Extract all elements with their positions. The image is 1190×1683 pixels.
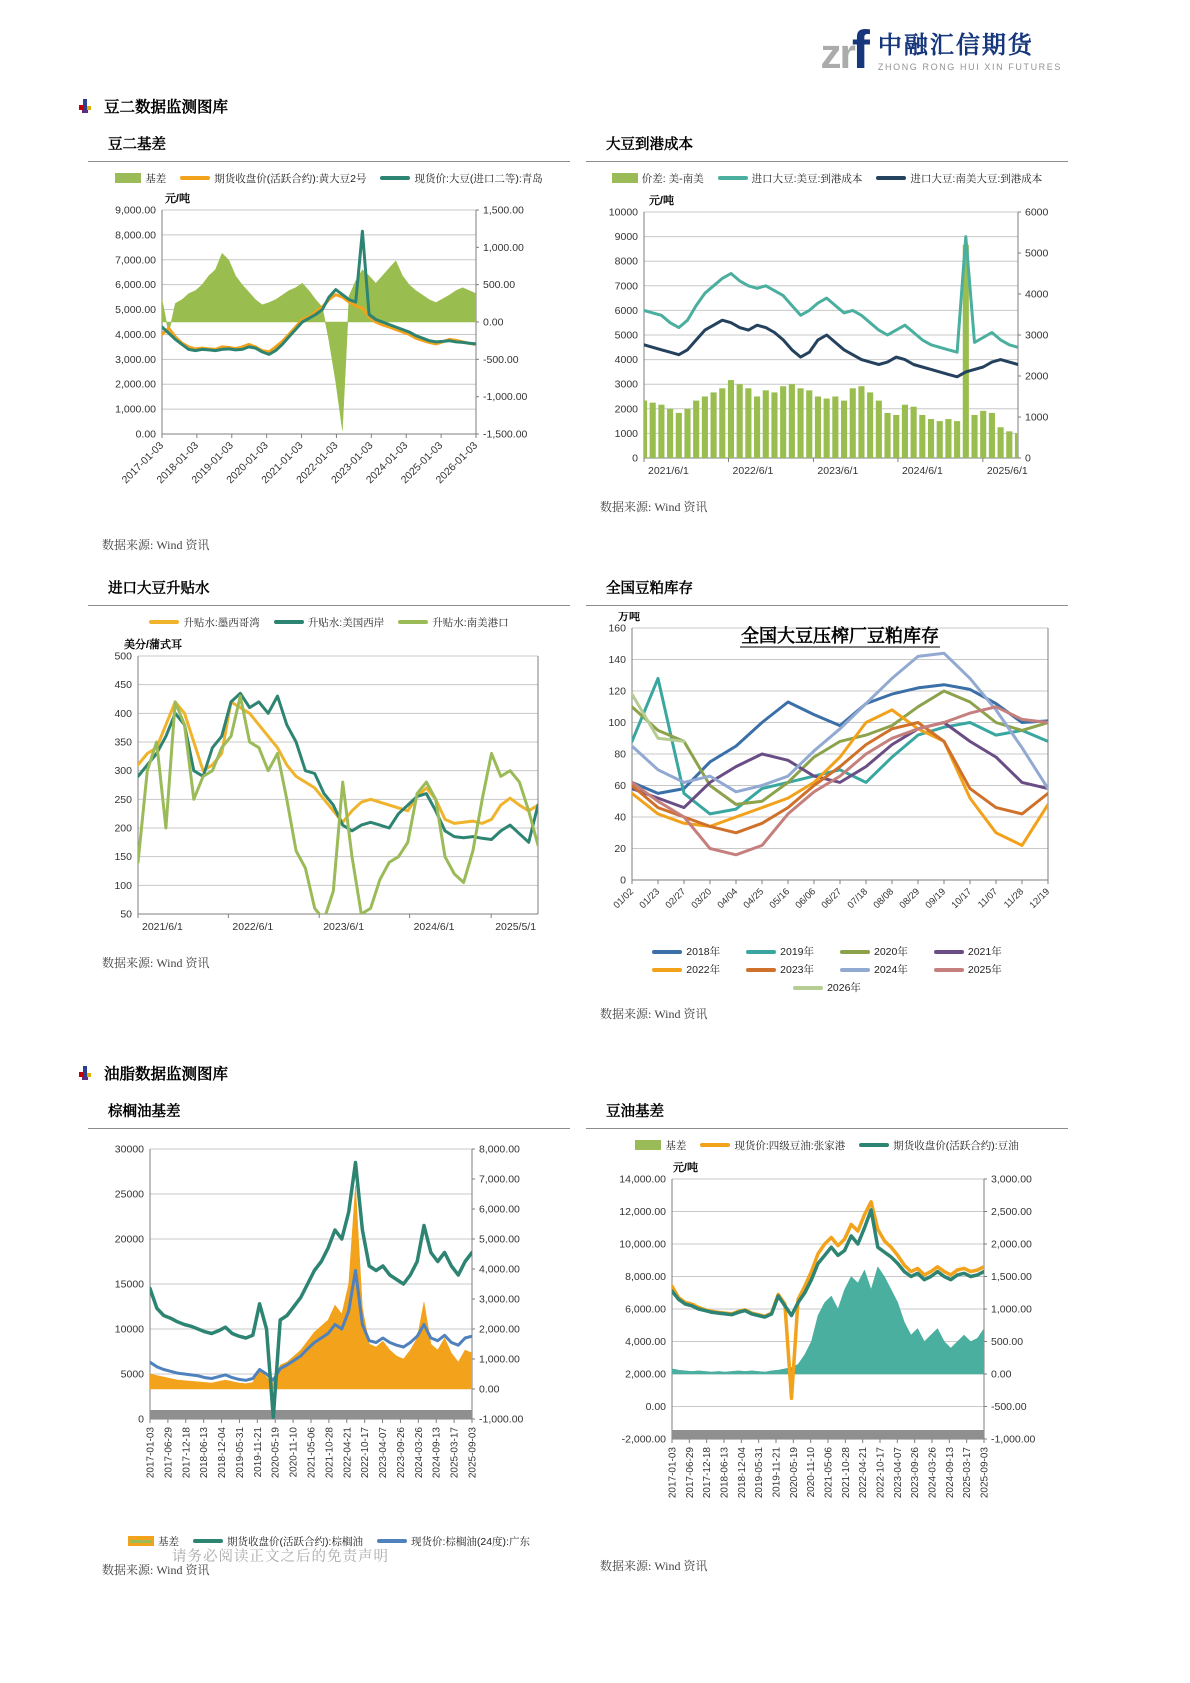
svg-text:1,000.00: 1,000.00: [483, 241, 524, 254]
legend-marker-icon: [934, 950, 964, 954]
chart-canvas-palm-basis: [88, 1135, 556, 1527]
legend-marker-icon: [380, 176, 410, 180]
svg-text:2024-01-03: 2024-01-03: [363, 439, 411, 487]
svg-text:2022-10-17: 2022-10-17: [875, 1447, 887, 1499]
chart-canvas-dou2-basis: [88, 188, 556, 526]
svg-text:9,000.00: 9,000.00: [115, 204, 156, 217]
legend-item: [840, 962, 908, 977]
legend-label: 期货收盘价(活跃合约):棕榈油: [227, 1535, 363, 1548]
chart-block-dou2-basis: [88, 131, 570, 575]
svg-text:5000: 5000: [1025, 247, 1049, 260]
legend-item: [840, 944, 908, 959]
legend-marker-icon: [934, 968, 964, 972]
svg-text:08/08: 08/08: [871, 886, 897, 911]
legend-marker-icon: [793, 986, 823, 990]
svg-text:20000: 20000: [114, 1233, 144, 1246]
svg-text:3,000.00: 3,000.00: [479, 1293, 520, 1306]
svg-text:6,000.00: 6,000.00: [625, 1303, 666, 1316]
logo-zr: zr: [820, 30, 854, 77]
svg-text:1,500.00: 1,500.00: [483, 204, 524, 217]
svg-text:2019-05-31: 2019-05-31: [234, 1427, 246, 1479]
svg-text:2017-01-03: 2017-01-03: [119, 439, 167, 487]
legend-item: [859, 1138, 1018, 1153]
svg-text:2018-01-03: 2018-01-03: [154, 439, 202, 487]
legend-marker-icon: [840, 968, 870, 972]
svg-text:3,000.00: 3,000.00: [115, 353, 156, 366]
svg-text:2022-10-17: 2022-10-17: [360, 1427, 372, 1479]
legend-item: [149, 615, 259, 630]
brand-name-cn: 中融汇信期货: [877, 32, 1034, 59]
svg-text:4,000.00: 4,000.00: [479, 1263, 520, 1276]
svg-text:2022-04-21: 2022-04-21: [342, 1427, 354, 1479]
svg-text:10/17: 10/17: [949, 886, 975, 911]
data-source-label: 数据来源: Wind 资讯: [600, 500, 708, 514]
svg-text:11/07: 11/07: [976, 886, 1001, 911]
data-source-label: 数据来源: Wind 资讯: [600, 1007, 708, 1021]
svg-text:2022-04-21: 2022-04-21: [858, 1447, 870, 1499]
legend-marker-icon: [398, 620, 428, 624]
section-bullet-icon: [78, 99, 92, 114]
svg-text:0.00: 0.00: [483, 316, 504, 329]
svg-text:08/29: 08/29: [897, 886, 923, 911]
legend-marker-icon: [840, 950, 870, 954]
svg-text:8000: 8000: [614, 255, 638, 268]
svg-text:2025/6/1: 2025/6/1: [986, 465, 1028, 477]
legend-item: [934, 962, 1002, 977]
svg-text:200: 200: [114, 822, 132, 835]
svg-text:6,000.00: 6,000.00: [115, 279, 156, 292]
svg-text:12,000.00: 12,000.00: [619, 1206, 666, 1218]
svg-text:2020-11-10: 2020-11-10: [806, 1447, 818, 1498]
legend-label: 期货收盘价(活跃合约):豆油: [893, 1139, 1019, 1152]
svg-text:2023-01-03: 2023-01-03: [328, 439, 376, 487]
legend-marker-icon: [746, 968, 776, 972]
svg-text:万吨: 万吨: [618, 612, 640, 623]
svg-text:12/19: 12/19: [1027, 886, 1053, 911]
svg-text:2023-09-26: 2023-09-26: [910, 1447, 922, 1499]
chart-title: 棕榈油基差: [88, 1098, 570, 1129]
svg-text:2023-04-07: 2023-04-07: [892, 1447, 904, 1499]
section-title: 油脂数据监测图库: [104, 1066, 229, 1083]
svg-text:04/04: 04/04: [715, 886, 741, 911]
svg-text:04/25: 04/25: [741, 886, 767, 911]
legend-label: 2021年: [967, 946, 1002, 958]
svg-text:-1,000.00: -1,000.00: [479, 1413, 524, 1426]
svg-text:500: 500: [114, 650, 132, 663]
svg-text:2025/5/1: 2025/5/1: [495, 921, 537, 933]
legend-item: [377, 1534, 530, 1549]
svg-text:2,000.00: 2,000.00: [625, 1368, 666, 1381]
legend-item: [115, 171, 166, 186]
legend-marker-icon: [700, 1143, 730, 1147]
legend-marker-icon: [128, 1536, 154, 1546]
legend-label: 基差: [145, 172, 167, 185]
footer-disclaimer: 请务必阅读正文之后的免责声明: [172, 1549, 389, 1565]
chart-legend: [88, 612, 570, 632]
svg-text:1,000.00: 1,000.00: [479, 1353, 520, 1366]
svg-text:2018-12-04: 2018-12-04: [736, 1447, 748, 1499]
chart-title: 进口大豆升贴水: [88, 575, 570, 606]
svg-text:0.00: 0.00: [479, 1383, 500, 1396]
svg-text:40: 40: [614, 811, 626, 824]
svg-text:11/28: 11/28: [1002, 886, 1027, 911]
svg-text:7000: 7000: [614, 280, 638, 293]
svg-text:2,000.00: 2,000.00: [479, 1323, 520, 1336]
svg-text:02/27: 02/27: [663, 886, 689, 911]
svg-text:2021-01-03: 2021-01-03: [259, 439, 306, 487]
svg-text:300: 300: [114, 765, 132, 778]
svg-text:2018-06-13: 2018-06-13: [719, 1447, 731, 1499]
svg-text:2020-05-19: 2020-05-19: [788, 1447, 800, 1499]
legend-item: [793, 980, 861, 995]
svg-text:8,000.00: 8,000.00: [115, 229, 156, 242]
svg-text:350: 350: [114, 736, 132, 749]
svg-text:1,000.00: 1,000.00: [991, 1303, 1032, 1316]
brand-name-en: ZHONG RONG HUI XIN FUTURES: [877, 62, 1062, 72]
svg-text:100: 100: [608, 717, 626, 729]
legend-marker-icon: [377, 1539, 407, 1543]
svg-text:2021/6/1: 2021/6/1: [648, 465, 689, 477]
chart-canvas-premium: [88, 632, 556, 944]
svg-text:2018-12-04: 2018-12-04: [217, 1427, 229, 1479]
svg-text:2024-09-13: 2024-09-13: [944, 1447, 956, 1499]
svg-text:0.00: 0.00: [135, 428, 156, 441]
svg-text:3000: 3000: [614, 378, 638, 391]
svg-text:03/20: 03/20: [689, 886, 715, 911]
svg-text:7,000.00: 7,000.00: [479, 1173, 520, 1186]
svg-text:400: 400: [114, 707, 132, 720]
chart-legend: [88, 168, 570, 188]
svg-text:1000: 1000: [1025, 411, 1049, 424]
legend-item: [180, 171, 366, 186]
svg-text:0.00: 0.00: [991, 1368, 1012, 1381]
svg-text:-500.00: -500.00: [483, 353, 519, 366]
chart-legend: [607, 944, 1047, 995]
svg-text:01/02: 01/02: [611, 886, 637, 911]
svg-text:元/吨: 元/吨: [164, 193, 190, 205]
svg-text:120: 120: [608, 685, 626, 698]
chart-canvas-soyoil-basis: [586, 1155, 1064, 1547]
svg-text:80: 80: [614, 748, 626, 761]
svg-text:2020-01-03: 2020-01-03: [224, 439, 271, 487]
data-source-label: 数据来源: Wind 资讯: [600, 1559, 708, 1573]
svg-text:5,000.00: 5,000.00: [479, 1233, 520, 1246]
legend-label: 2018年: [686, 946, 721, 958]
legend-label: 2023年: [780, 964, 814, 976]
legend-label: 价差: 美-南美: [641, 172, 704, 185]
svg-text:2019-01-03: 2019-01-03: [189, 439, 236, 487]
svg-text:2019-11-21: 2019-11-21: [771, 1447, 783, 1498]
legend-item: [746, 962, 814, 977]
legend-item: [876, 171, 1042, 186]
chart-block-meal-inventory: [586, 575, 1068, 1044]
svg-text:10000: 10000: [114, 1323, 144, 1336]
legend-label: 期货收盘价(活跃合约):黄大豆2号: [214, 172, 367, 185]
svg-text:3,000.00: 3,000.00: [991, 1173, 1032, 1186]
svg-text:2025-03-17: 2025-03-17: [962, 1447, 974, 1499]
logo-f: f: [851, 20, 870, 80]
svg-text:美分/蒲式耳: 美分/蒲式耳: [123, 639, 182, 651]
svg-text:0: 0: [620, 874, 626, 887]
chart-title: 大豆到港成本: [586, 131, 1068, 162]
svg-text:2024-09-13: 2024-09-13: [431, 1427, 443, 1479]
svg-text:2017-12-18: 2017-12-18: [702, 1447, 714, 1499]
chart-title: 全国豆粕库存: [586, 575, 1068, 606]
svg-text:2024-03-26: 2024-03-26: [413, 1427, 425, 1479]
legend-label: 升贴水:墨西哥湾: [183, 616, 260, 629]
svg-text:250: 250: [114, 793, 132, 806]
svg-text:2022-01-03: 2022-01-03: [294, 439, 341, 487]
svg-text:全国大豆压榨厂豆粕库存: 全国大豆压榨厂豆粕库存: [741, 626, 939, 646]
svg-text:-1,000.00: -1,000.00: [483, 391, 528, 404]
section-header-oils: [78, 1062, 1190, 1084]
svg-text:06/06: 06/06: [793, 886, 819, 911]
svg-text:6000: 6000: [1025, 206, 1049, 219]
chart-block-soyoil-basis: [586, 1098, 1068, 1600]
svg-text:450: 450: [114, 679, 132, 692]
data-source-label: 数据来源: Wind 资讯: [102, 538, 210, 552]
legend-marker-icon: [149, 620, 179, 624]
svg-text:2020-11-10: 2020-11-10: [288, 1427, 300, 1478]
chart-grid-top: [88, 131, 1190, 1044]
svg-text:2025-01-03: 2025-01-03: [398, 439, 446, 487]
legend-marker-icon: [718, 176, 748, 180]
legend-label: 2026年: [827, 982, 861, 994]
legend-label: 现货价:棕榈油(24度):广东: [410, 1535, 530, 1548]
svg-text:160: 160: [608, 622, 626, 635]
legend-item: [398, 615, 508, 630]
legend-item: [652, 944, 720, 959]
svg-text:2017-01-03: 2017-01-03: [667, 1447, 679, 1499]
section-title: 豆二数据监测图库: [104, 99, 229, 116]
data-source-label: 数据来源: Wind 资讯: [102, 1563, 210, 1577]
svg-text:2025-03-17: 2025-03-17: [449, 1427, 461, 1479]
svg-text:2017-12-18: 2017-12-18: [181, 1427, 193, 1479]
chart-block-palm-basis: [88, 1098, 570, 1600]
legend-marker-icon: [180, 176, 210, 180]
svg-text:50: 50: [120, 908, 132, 921]
svg-text:2019-11-21: 2019-11-21: [252, 1427, 264, 1478]
chart-legend: [586, 1135, 1068, 1155]
legend-label: 基差: [158, 1535, 180, 1548]
legend-item: [718, 171, 863, 186]
legend-item: [612, 171, 704, 186]
svg-text:2000: 2000: [614, 403, 638, 416]
svg-text:14,000.00: 14,000.00: [619, 1173, 666, 1186]
svg-text:2021-05-06: 2021-05-06: [306, 1427, 318, 1479]
legend-label: 升贴水:美国西岸: [307, 616, 385, 629]
legend-item: [380, 171, 542, 186]
svg-text:2,000.00: 2,000.00: [115, 378, 156, 391]
svg-text:60: 60: [614, 780, 626, 792]
svg-text:2023/6/1: 2023/6/1: [323, 921, 365, 933]
svg-text:5000: 5000: [614, 329, 638, 342]
svg-text:30000: 30000: [114, 1143, 144, 1156]
svg-text:8,000.00: 8,000.00: [625, 1271, 666, 1283]
svg-text:2017-06-29: 2017-06-29: [163, 1427, 175, 1479]
svg-text:10000: 10000: [608, 206, 638, 219]
legend-marker-icon: [274, 620, 304, 624]
svg-text:2022/6/1: 2022/6/1: [232, 921, 274, 933]
svg-text:2018-06-13: 2018-06-13: [199, 1427, 211, 1479]
chart-legend: [586, 168, 1068, 188]
data-source-label: 数据来源: Wind 资讯: [102, 956, 210, 970]
svg-text:01/23: 01/23: [637, 886, 663, 911]
svg-text:2022/6/1: 2022/6/1: [732, 465, 774, 477]
svg-text:-2,000.00: -2,000.00: [621, 1433, 666, 1446]
svg-text:100: 100: [114, 879, 132, 892]
svg-text:0.00: 0.00: [645, 1401, 666, 1413]
svg-text:0: 0: [138, 1413, 144, 1426]
legend-item: [635, 1138, 686, 1153]
svg-text:2021-10-28: 2021-10-28: [324, 1427, 336, 1479]
svg-text:4000: 4000: [1025, 288, 1049, 301]
legend-label: 进口大豆:南美大豆:到港成本: [910, 172, 1043, 185]
svg-text:8,000.00: 8,000.00: [479, 1143, 520, 1156]
legend-label: 现货价:大豆(进口二等):青岛: [414, 172, 543, 185]
svg-text:2017-06-29: 2017-06-29: [684, 1447, 696, 1499]
svg-text:2026-01-03: 2026-01-03: [433, 439, 481, 487]
chart-title: 豆油基差: [586, 1098, 1068, 1129]
svg-text:6000: 6000: [614, 304, 638, 317]
legend-label: 2025年: [967, 964, 1002, 976]
svg-text:2024/6/1: 2024/6/1: [413, 921, 455, 933]
svg-text:-1,500.00: -1,500.00: [483, 428, 528, 441]
legend-marker-icon: [652, 950, 682, 954]
svg-text:500.00: 500.00: [991, 1336, 1024, 1348]
svg-text:05/16: 05/16: [767, 886, 793, 911]
legend-marker-icon: [859, 1143, 889, 1147]
svg-text:元/吨: 元/吨: [672, 1162, 698, 1174]
legend-item: [934, 944, 1002, 959]
svg-text:15000: 15000: [114, 1278, 144, 1291]
chart-title: 豆二基差: [88, 131, 570, 162]
svg-text:2021/6/1: 2021/6/1: [142, 921, 183, 933]
svg-text:0: 0: [632, 452, 638, 465]
legend-label: 进口大豆:美豆:到港成本: [751, 172, 863, 185]
legend-item: [274, 615, 384, 630]
svg-text:6,000.00: 6,000.00: [479, 1203, 520, 1216]
svg-text:元/吨: 元/吨: [648, 195, 674, 207]
svg-text:2020-05-19: 2020-05-19: [270, 1427, 282, 1479]
svg-text:150: 150: [114, 851, 132, 864]
svg-text:2023-09-26: 2023-09-26: [395, 1427, 407, 1479]
svg-text:9000: 9000: [614, 231, 638, 244]
legend-label: 基差: [665, 1139, 687, 1152]
svg-text:500.00: 500.00: [483, 279, 516, 292]
chart-canvas-meal-inventory: [586, 612, 1064, 942]
svg-text:07/18: 07/18: [845, 886, 871, 911]
svg-text:2017-01-03: 2017-01-03: [145, 1427, 157, 1479]
chart-block-arrival-cost: [586, 131, 1068, 575]
svg-text:4000: 4000: [614, 354, 638, 367]
legend-marker-icon: [746, 950, 776, 954]
legend-marker-icon: [876, 176, 906, 180]
svg-text:3000: 3000: [1025, 329, 1049, 342]
svg-text:7,000.00: 7,000.00: [115, 254, 156, 267]
chart-grid-bottom: [88, 1098, 1190, 1600]
svg-text:2025-09-03: 2025-09-03: [979, 1447, 991, 1499]
legend-label: 升贴水:南美港口: [432, 616, 509, 629]
logo-zrf-icon: [820, 20, 870, 80]
svg-text:10,000.00: 10,000.00: [619, 1238, 666, 1251]
legend-item: [700, 1138, 845, 1153]
svg-text:2,500.00: 2,500.00: [991, 1206, 1032, 1218]
legend-label: 2019年: [780, 946, 814, 958]
svg-text:20: 20: [614, 843, 626, 855]
legend-marker-icon: [193, 1539, 223, 1543]
legend-marker-icon: [635, 1140, 661, 1150]
legend-item: [746, 944, 814, 959]
svg-text:5,000.00: 5,000.00: [115, 304, 156, 317]
svg-text:25000: 25000: [114, 1188, 144, 1201]
svg-text:2025-09-03: 2025-09-03: [467, 1427, 479, 1479]
legend-item: [652, 962, 720, 977]
section-bullet-icon: [78, 1066, 92, 1081]
svg-text:2019-05-31: 2019-05-31: [754, 1447, 766, 1499]
legend-label: 2020年: [874, 946, 908, 958]
chart-canvas-arrival-cost: [586, 188, 1064, 488]
legend-label: 现货价:四级豆油:张家港: [734, 1139, 846, 1152]
svg-text:1,500.00: 1,500.00: [991, 1271, 1032, 1283]
legend-marker-icon: [612, 173, 638, 183]
svg-text:2,000.00: 2,000.00: [991, 1238, 1032, 1251]
svg-text:2023-04-07: 2023-04-07: [378, 1427, 390, 1479]
legend-marker-icon: [652, 968, 682, 972]
svg-text:2024/6/1: 2024/6/1: [901, 465, 943, 477]
svg-text:1,000.00: 1,000.00: [115, 403, 156, 416]
svg-text:5000: 5000: [120, 1368, 144, 1381]
legend-label: 2024年: [874, 964, 908, 976]
svg-text:2024-03-26: 2024-03-26: [927, 1447, 939, 1499]
brand-logo: [820, 20, 1062, 80]
svg-text:2023/6/1: 2023/6/1: [817, 465, 859, 477]
svg-text:4,000.00: 4,000.00: [115, 328, 156, 341]
svg-text:06/27: 06/27: [819, 886, 845, 911]
svg-text:-500.00: -500.00: [991, 1401, 1027, 1413]
svg-text:2021-05-06: 2021-05-06: [823, 1447, 835, 1499]
svg-text:140: 140: [608, 654, 626, 666]
svg-text:2000: 2000: [1025, 370, 1049, 383]
svg-text:0: 0: [1025, 452, 1031, 465]
svg-text:-1,000.00: -1,000.00: [991, 1433, 1036, 1446]
svg-text:09/19: 09/19: [923, 886, 949, 911]
chart-block-premium: [88, 575, 570, 1044]
svg-text:2021-10-28: 2021-10-28: [840, 1447, 852, 1499]
svg-text:4,000.00: 4,000.00: [625, 1336, 666, 1348]
legend-marker-icon: [115, 173, 141, 183]
svg-text:1000: 1000: [614, 427, 638, 440]
legend-label: 2022年: [686, 964, 721, 976]
